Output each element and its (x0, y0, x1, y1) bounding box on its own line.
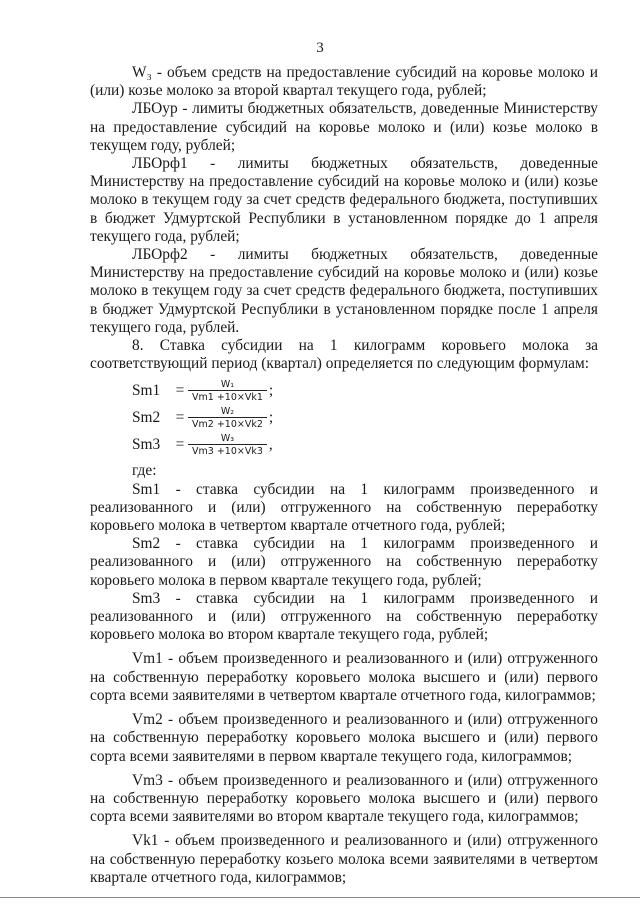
formula-end: ; (268, 408, 274, 426)
paragraph-sm2: Sm2 - ставка субсидии на 1 килограмм произведенного и реализованного и (или) отгруженного на собственную переработку коровьего молока в первом квартале текущего года, рублей; (90, 535, 598, 589)
formula-denominator: Vm3 +10×Vk3 (188, 444, 267, 457)
paragraph-item-8: 8. Ставка субсидии на 1 килограмм коровьего молока за соответствующий период (квартал) определяется по следующим формулам: (90, 337, 598, 373)
paragraph-vm1: Vm1 - объем произведенного и реализованного и (или) отгруженного на собственную переработку коровьего молока высшего и (или) первого сорта всеми заявителями в четвертом квартале отчетного года, килограммов; (90, 650, 598, 704)
scan-edge-line (0, 897, 640, 898)
document-body (90, 64, 598, 887)
formula-sm2: Sm2 = $\frac{\text{W₂}}{Vm2 +10\times Vk2}$ ; (132, 405, 274, 430)
formula-end: , (268, 435, 273, 453)
formula-end: ; (268, 381, 274, 399)
formula-fraction (188, 433, 267, 457)
paragraph-lbo-rf2: ЛБОрф2 - лимиты бюджетных обязательств, доведенные Министерству на предоставление субсидий на коровье молоко и (или) козье молоко в текущем году за счет средств федерального бюджета, поступивших в бюджет Удмуртской Республики в установленном порядке после 1 апреля текущего года, рублей. (90, 246, 598, 336)
formula-sm3: Sm3 = $\frac{\text{W₃}}{Vm3 +10\times Vk3}$ , (132, 432, 273, 457)
formula-fraction (188, 406, 267, 430)
formula-fraction (188, 379, 267, 403)
paragraph-vk1: Vk1 - объем произведенного и реализованного и (или) отгруженного на собственную переработку козьего молока всеми заявителями в четвертом квартале отчетного года, килограммов; (90, 832, 598, 886)
formula-denominator: Vm2 +10×Vk2 (188, 417, 267, 430)
formula-numerator: W₂ (220, 405, 235, 417)
paragraph-lbo-ur: ЛБОур - лимиты бюджетных обязательств, доведенные Министерству на предоставление субсидий на коровье молоко и (или) козье молоко в текущем году, рублей; (90, 100, 598, 154)
formula-numerator: W₁ (220, 378, 235, 390)
formula-lhs: Sm2 (132, 408, 161, 426)
paragraph-sm3: Sm3 - ставка субсидии на 1 килограмм произведенного и реализованного и (или) отгруженного на собственную переработку коровьего молока во втором квартале текущего года, рублей; (90, 589, 598, 644)
paragraph-w3: W₃ - объем средств на предоставление субсидий на коровье молоко и (или) козье молоко за второй квартал текущего года, рублей; (90, 64, 598, 100)
formula-lhs: Sm3 (132, 435, 161, 453)
paragraph-vm3: Vm3 - объем произведенного и реализованного и (или) отгруженного на собственную переработку коровьего молока высшего и (или) первого сорта всеми заявителями во втором квартале текущего года, килограммов; (90, 771, 598, 826)
formula-block (132, 377, 598, 458)
formula-sm1: Sm1 = $\frac{\text{W₁}}{Vm1 +10\times Vk1}$ ; (132, 378, 274, 403)
formula-numerator: W₃ (220, 432, 235, 444)
formula-lhs: Sm1 (132, 381, 161, 399)
where-label: где: (132, 462, 157, 480)
formula-denominator: Vm1 +10×Vk1 (188, 390, 267, 403)
paragraph-sm1: Sm1 - ставка субсидии на 1 килограмм произведенного и реализованного и (или) отгруженного на собственную переработку коровьего молока в четвертом квартале отчетного года, рублей; (90, 480, 598, 535)
page-number: 3 (316, 40, 324, 56)
paragraph-lbo-rf1: ЛБОрф1 - лимиты бюджетных обязательств, доведенные Министерству на предоставление субсидий на коровье молоко и (или) козье молоко в текущем году за счет средств федерального бюджета, поступивших в бюджет Удмуртской Республики в установленном порядке до 1 апреля текущего года, рублей; (90, 155, 598, 245)
paragraph-vm2: Vm2 - объем произведенного и реализованного и (или) отгруженного на собственную переработку коровьего молока высшего и (или) первого сорта всеми заявителями в первом квартале текущего года, килограммов; (90, 711, 598, 765)
